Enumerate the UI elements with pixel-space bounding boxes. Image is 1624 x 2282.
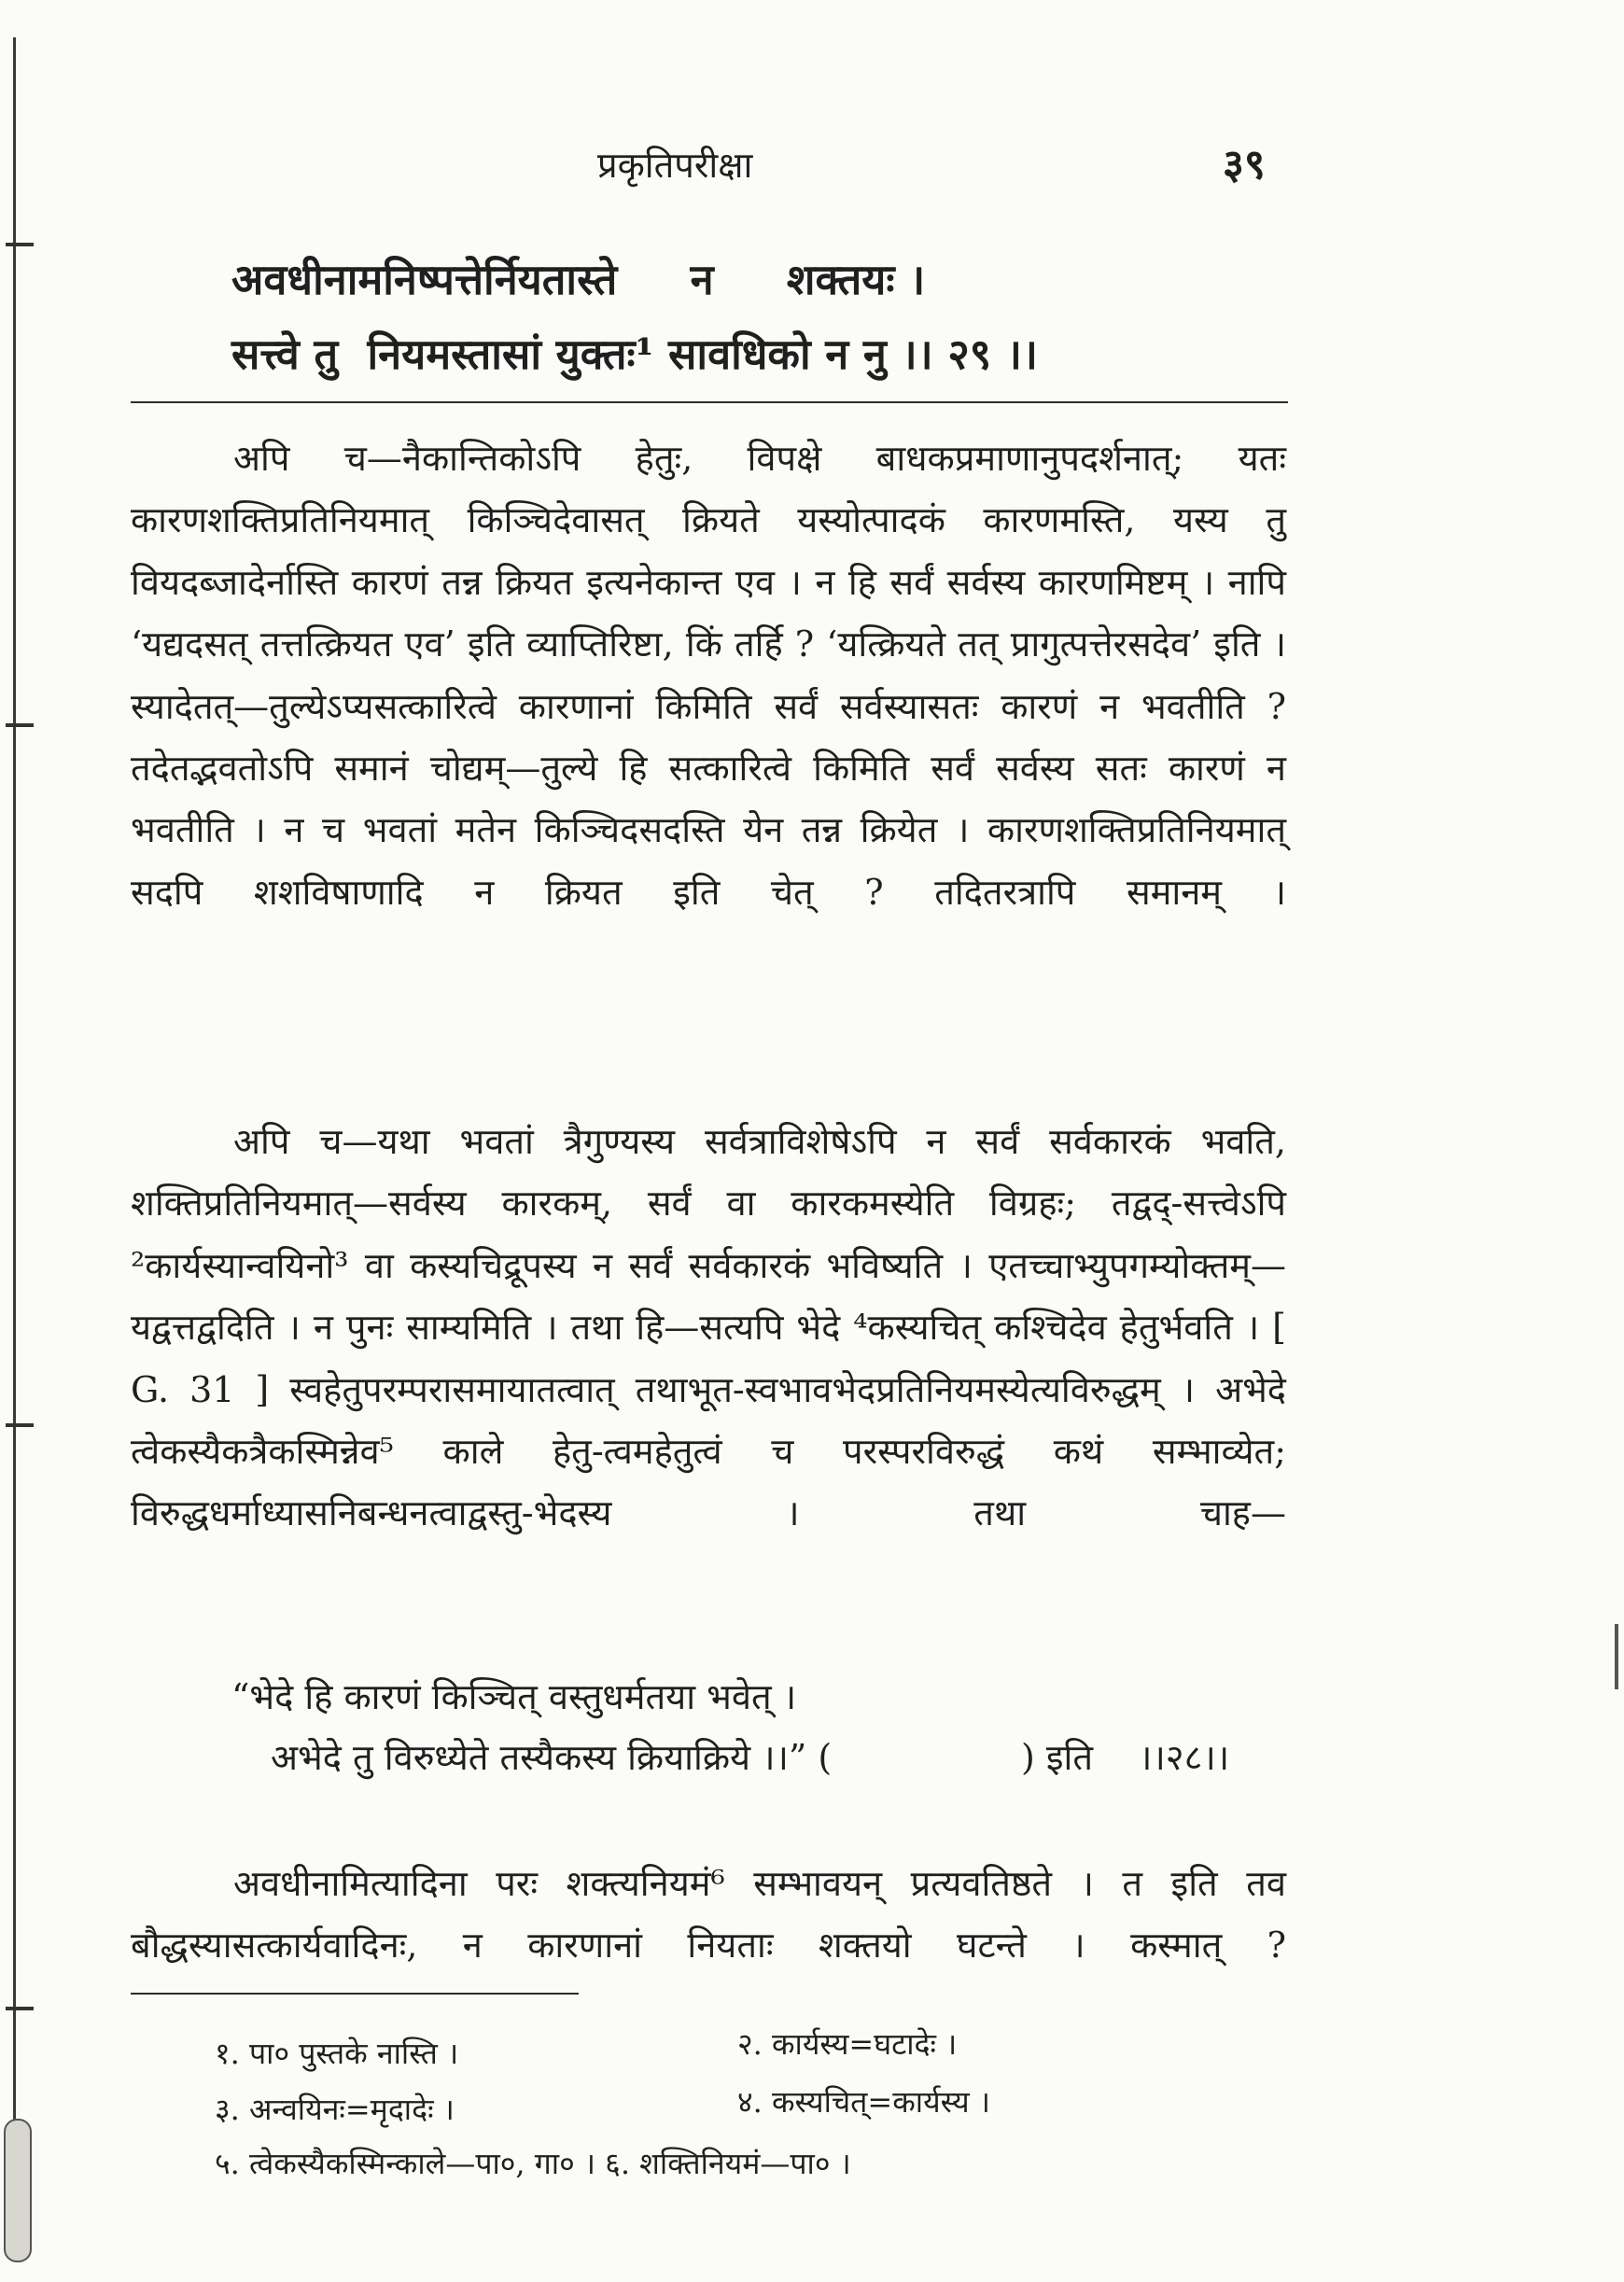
binding-clip — [4, 2119, 32, 2262]
page-header — [0, 140, 1624, 196]
binding-margin-line — [13, 37, 16, 2259]
verse-number-ref: ।।२८।। — [1139, 1737, 1230, 1778]
verse-line-1: अवधीनामनिष्पत्तेर्नियतास्ते न शक्तयः । — [231, 255, 926, 304]
footnote-5-6: ५. त्वेकस्यैकस्मिन्काले—पा०, गा० । ६. शक्तिनियमं—पा० । — [215, 2146, 851, 2181]
quoted-verse-line-1: “भेदे हि कारणं किञ्चित् वस्तुधर्मतया भवेत् । — [231, 1676, 797, 1717]
margin-tick — [6, 1423, 34, 1427]
commentary-paragraph-2: अपि च—यथा भवतां त्रैगुण्यस्य सर्वत्राविशेषेऽपि न सर्वं सर्वकारकं भवति, शक्तिप्रतिनियमात्—सर्वस्य कारकम्, सर्वं वा कारकमस्येति विग्रहः; तद्वद्-सत्त्वेऽपि ²कार्यस्यान्वयिनो³ वा कस्यचिद्रूपस्य न सर्वं सर्वकारकं भविष्यति । एतच्चाभ्युपगम्योक्तम्—यद्वत्तद्वदिति । न पुनः साम्यमिति । तथा हि—सत्यपि भेदे ⁴कस्यचित् कश्चिदेव हेतुर्भवति । [ G. 31 ] स्वहेतुपरम्परासमायातत्वात् तथाभूत-स्वभावभेदप्रतिनियमस्येत्यविरुद्धम् । अभेदे त्वेकस्यैकत्रैकस्मिन्नेव⁵ काले हेतु-त्वमहेतुत्वं च परस्परविरुद्धं कथं सम्भाव्येत; विरुद्धधर्माध्यासनिबन्धनत्वाद्वस्तु-भेदस्य । तथा चाह— — [131, 1121, 1286, 1534]
margin-tick — [6, 723, 34, 727]
running-title: प्रकृतिपरीक्षा — [597, 145, 753, 186]
footnote-rule — [131, 1993, 579, 1995]
margin-tick — [6, 2007, 34, 2010]
footnote-4: ४. कस्यचित्=कार्यस्य । — [737, 2084, 990, 2120]
margin-tick — [6, 243, 34, 246]
quoted-verse-line-2: अभेदे तु विरुध्येते तस्यैकस्य क्रियाक्रिये ।।” ( — [271, 1737, 833, 1778]
footnote-1: १. पा० पुस्तके नास्ति । — [215, 2036, 459, 2071]
footnote-2: २. कार्यस्य=घटादेः । — [737, 2026, 958, 2062]
verse-line-2: सत्त्वे तु नियमस्तासां युक्तः¹ सावधिको न नु ।। २९ ।। — [231, 329, 1038, 379]
right-edge-mark — [1615, 1624, 1618, 1689]
quote-source-ref: ) इति — [1021, 1737, 1094, 1778]
page-number: ३९ — [1223, 141, 1266, 189]
commentary-paragraph-3: अवधीनामित्यादिना परः शक्त्यनियमं⁶ सम्भावयन् प्रत्यवतिष्ठते । त इति तव बौद्धस्यासत्कार्यवादिनः, न कारणानां नियताः शक्तयो घटन्ते । कस्मात् ? — [131, 1863, 1286, 1967]
commentary-paragraph-1: अपि च—नैकान्तिकोऽपि हेतुः, विपक्षे बाधकप्रमाणानुपदर्शनात्; यतः कारणशक्तिप्रतिनियमात् किञ्चिदेवासत् क्रियते यस्योत्पादकं कारणमस्ति, यस्य तु वियदब्जादेर्नास्ति कारणं तन्न क्रियत इत्यनेकान्त एव । न हि सर्वं सर्वस्य कारणमिष्टम् । नापि ‘यद्यदसत् तत्तत्क्रियत एव’ इति व्याप्तिरिष्टा, किं तर्हि ? ‘यत्क्रियते तत् प्रागुत्पत्तेरसदेव’ इति । स्यादेतत्—तुल्येऽप्यसत्कारित्वे कारणानां किमिति सर्वं सर्वस्यासतः कारणं न भवतीति ? तदेतद्भवतोऽपि समानं चोद्यम्—तुल्ये हि सत्कारित्वे किमिति सर्वं सर्वस्य सतः कारणं न भवतीति । न च भवतां मतेन किञ्चिदसदस्ति येन तन्न क्रियेत । कारणशक्तिप्रतिनियमात् सदपि शशविषाणादि न क्रियत इति चेत् ? तदितरत्रापि समानम् । — [131, 438, 1286, 913]
footnote-3: ३. अन्वयिनः=मृदादेः । — [215, 2092, 455, 2127]
verse-rule — [131, 401, 1288, 403]
